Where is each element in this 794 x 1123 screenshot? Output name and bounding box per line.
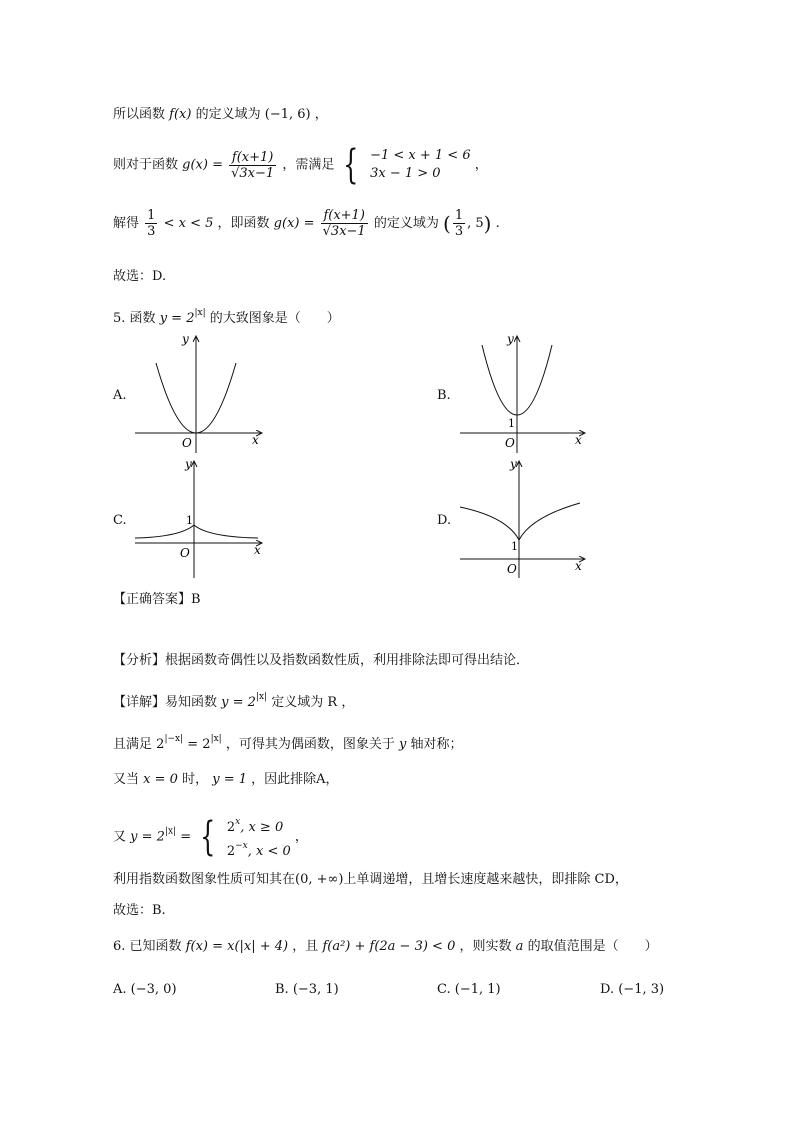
math-y: y = 2 <box>221 695 256 710</box>
solution-line-3 <box>113 208 500 239</box>
math-exponent: |x| <box>194 308 206 318</box>
text: 解得 <box>113 216 140 231</box>
x-label: x <box>575 559 582 573</box>
text: ，则实数 <box>459 939 512 954</box>
option-key: C. <box>437 982 451 997</box>
graph-c-letter: C. <box>113 513 127 528</box>
option-key: A. <box>113 982 127 997</box>
math-gx: g(x) = <box>273 216 315 231</box>
solution-line-9 <box>113 771 339 789</box>
math-var: a <box>515 939 524 954</box>
y-label: y <box>185 457 192 471</box>
x-label: x <box>575 433 582 447</box>
solution-line-11: 利用指数函数图象性质可知其在(0, +∞)上单调递增，且增长速度越来越快，即排除 CD， <box>113 872 628 887</box>
fraction-denominator: √3x−1 <box>231 165 275 181</box>
text: 所以函数 <box>113 107 166 122</box>
range: , x ≥ 0 <box>240 820 284 835</box>
text: ， <box>294 829 308 845</box>
x-label: x <box>252 433 259 447</box>
graph-b-letter: B. <box>437 388 451 403</box>
option-value: (−3, 1) <box>292 982 339 997</box>
solution-line-2 <box>113 142 488 188</box>
option-value: (−1, 3) <box>618 982 665 997</box>
detail <box>113 688 354 712</box>
paren-open: ( <box>443 211 451 236</box>
math-y: y = 2 <box>130 829 165 845</box>
fraction-numerator: f(x+1) <box>321 208 368 224</box>
math-y: y <box>399 737 407 752</box>
graph-d <box>455 455 595 580</box>
text: 且满足 <box>113 737 153 752</box>
y-label: y <box>182 332 189 346</box>
origin-label: O <box>507 562 517 576</box>
exponent: x <box>235 817 241 827</box>
math-fx: f(x) <box>169 107 192 122</box>
text: ， <box>314 107 328 122</box>
fraction-denominator: 3 <box>454 224 464 239</box>
math-exponent: |x| <box>164 826 177 837</box>
fraction-numerator: 1 <box>147 208 156 223</box>
text: ，即函数 <box>217 216 270 231</box>
text: 【详解】易知函数 <box>113 695 218 710</box>
text: 则对于函数 <box>113 157 179 173</box>
question-6 <box>113 938 658 956</box>
text: ， <box>341 695 355 710</box>
text: 又当 <box>113 772 140 787</box>
y-label: y <box>510 457 517 471</box>
text: 轴对称； <box>410 737 463 752</box>
analysis: 【分析】根据函数奇偶性以及指数函数性质，利用排除法即可得出结论． <box>113 653 530 668</box>
one-label: 1 <box>511 540 518 553</box>
solution-line-10 <box>113 813 308 861</box>
condition-2: 3x − 1 > 0 <box>370 166 441 181</box>
option-a <box>113 981 177 999</box>
graph-b <box>455 330 595 455</box>
option-value: (−1, 1) <box>454 982 501 997</box>
question-5 <box>113 304 340 328</box>
y-label: y <box>507 332 514 346</box>
one-label: 1 <box>186 514 193 527</box>
brace: { <box>200 814 216 860</box>
solution-line-12: 故选：B. <box>113 903 166 918</box>
text: . <box>495 216 500 231</box>
math-inequality: < x < 5 <box>163 216 214 231</box>
text: ，可得其为偶函数，图象关于 <box>225 737 395 752</box>
correct-answer: 【正确答案】B <box>113 592 201 607</box>
condition-1: −1 < x + 1 < 6 <box>370 148 471 163</box>
text: 6. 已知函数 <box>113 939 182 954</box>
fraction <box>229 150 276 181</box>
condition-system <box>370 147 471 183</box>
math-gx: g(x) = <box>182 157 223 173</box>
solution-line-1 <box>113 106 328 124</box>
piecewise <box>227 813 291 861</box>
math-x0: x = 0 <box>143 772 178 787</box>
range: , x < 0 <box>247 844 291 859</box>
math-y: y = 2 <box>159 311 195 326</box>
text: ， <box>474 157 488 173</box>
fraction-denominator: 3 <box>147 224 156 239</box>
graph-a-letter: A. <box>113 388 127 403</box>
origin-label: O <box>180 546 190 560</box>
piece-2 <box>227 837 291 861</box>
option-b <box>275 981 339 999</box>
math-exponent: |x| <box>210 734 222 744</box>
fraction-one-third <box>145 208 157 239</box>
text: ，需满足 <box>282 157 335 173</box>
exponent: −x <box>235 841 248 851</box>
option-key: D. <box>600 982 615 997</box>
fraction-one-third <box>453 208 465 239</box>
fraction-numerator: f(x+1) <box>229 150 276 166</box>
text: 的取值范围是（ ） <box>527 939 658 954</box>
solution-line-4: 故选：D. <box>113 269 167 284</box>
text: 的定义域为 <box>373 216 439 231</box>
text: 5. 函数 <box>113 311 156 326</box>
base: 2 <box>226 844 236 859</box>
math-r: R <box>327 695 338 710</box>
math-fx: f(x) = x(|x| + 4) <box>185 939 289 954</box>
graph-a <box>130 330 270 455</box>
text: 定义域为 <box>271 695 324 710</box>
option-key: B. <box>275 982 289 997</box>
math-text: = 2 <box>183 737 211 752</box>
one-label: 1 <box>508 417 515 430</box>
base: 2 <box>226 820 236 835</box>
option-c <box>437 981 501 999</box>
curve <box>460 503 580 540</box>
option-d <box>600 981 664 999</box>
option-value: (−3, 0) <box>130 982 177 997</box>
x-label: x <box>254 543 261 557</box>
text: ，且 <box>292 939 319 954</box>
origin-label: O <box>505 436 515 450</box>
text: 又 <box>113 829 127 845</box>
paren-close: ) <box>483 211 492 236</box>
math-domain: (−1, 6) <box>264 107 311 122</box>
fraction-numerator: 1 <box>454 208 464 223</box>
math-exponent: |−x| <box>164 734 184 744</box>
curve <box>135 525 258 538</box>
text: ，因此排除A， <box>251 772 339 787</box>
text: 的大致图象是（ ） <box>209 311 340 326</box>
piece-1 <box>227 813 291 837</box>
graph-d-letter: D. <box>437 513 452 528</box>
brace: { <box>343 142 359 188</box>
math-base: 2 <box>156 737 165 752</box>
text: 的定义域为 <box>195 107 261 122</box>
text: 时， <box>182 772 209 787</box>
solution-line-8 <box>113 730 463 754</box>
fraction <box>321 208 368 239</box>
math-text: , 5 <box>467 216 484 231</box>
origin-label: O <box>182 436 192 450</box>
graph-c <box>130 455 270 580</box>
math-y1: y = 1 <box>212 772 247 787</box>
math-exponent: |x| <box>255 692 268 702</box>
fraction-denominator: √3x−1 <box>322 224 366 239</box>
math-text: = <box>176 829 192 845</box>
math-condition: f(a²) + f(2a − 3) < 0 <box>322 939 456 954</box>
